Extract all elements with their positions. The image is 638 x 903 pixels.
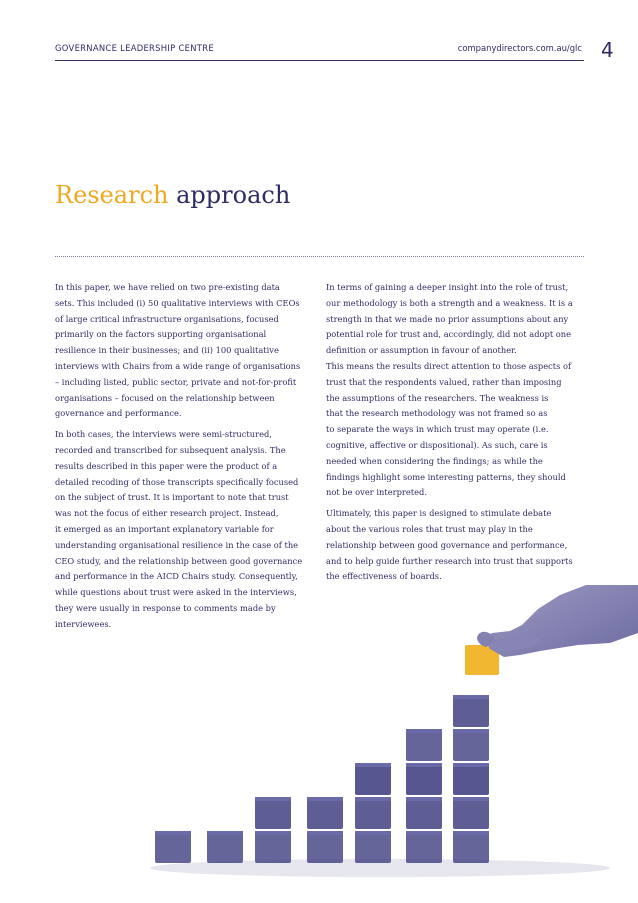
text-line: sets. This included (i) 50 qualitative interviews with CEOs bbox=[55, 297, 300, 308]
stack-block bbox=[453, 763, 489, 795]
text-line: In this paper, we have relied on two pre-existing data bbox=[55, 282, 280, 292]
text-line: trust that the respondents valued, rather than imposing bbox=[326, 376, 562, 387]
stack-block bbox=[355, 763, 391, 795]
stack-block bbox=[355, 797, 391, 829]
text-line: findings highlight some interesting patterns, they should bbox=[326, 471, 566, 482]
header-organisation-name: GOVERNANCE LEADERSHIP CENTRE bbox=[55, 43, 214, 53]
text-line: detailed recoding of those transcripts specifically focused bbox=[55, 476, 299, 487]
stack-block bbox=[406, 763, 442, 795]
header-divider bbox=[55, 60, 584, 61]
text-line: and to help guide further research into trust that supports bbox=[326, 555, 573, 566]
text-line: of large critical infrastructure organisations, focused bbox=[55, 313, 279, 324]
stack-block bbox=[255, 831, 291, 863]
right-text-column bbox=[326, 280, 588, 590]
stack-block bbox=[453, 831, 489, 863]
stack-block-top bbox=[453, 831, 489, 835]
text-line: that the research methodology was not framed so as bbox=[326, 408, 548, 419]
stack-block bbox=[453, 729, 489, 761]
stack-block-top bbox=[207, 831, 243, 835]
page-title-rest: approach bbox=[176, 181, 291, 209]
stack-block-top bbox=[255, 797, 291, 801]
text-line: resilience in their businesses; and (ii) 100 qualitative bbox=[55, 345, 279, 356]
stack-block-top bbox=[453, 695, 489, 699]
stack-block bbox=[307, 831, 343, 863]
text-line: This means the results direct attention to those aspects of bbox=[326, 360, 572, 371]
text-line: interviews with Chairs from a wide range of organisations bbox=[55, 360, 301, 371]
text-line: – including listed, public sector, private and not-for-profit bbox=[55, 376, 297, 387]
text-line: results described in this paper were the product of a bbox=[55, 460, 278, 471]
stack-block-top bbox=[453, 729, 489, 733]
text-line: potential role for trust and, accordingly, did not adopt one bbox=[326, 329, 572, 340]
stack-block bbox=[406, 831, 442, 863]
stack-block bbox=[207, 831, 243, 863]
text-line: organisations – focused on the relationship between bbox=[55, 392, 275, 403]
stack-block-top bbox=[406, 763, 442, 767]
text-line: needed when considering the findings; as while the bbox=[326, 455, 543, 466]
stack-block-top bbox=[453, 797, 489, 801]
text-line: CEO study, and the relationship between good governance bbox=[55, 555, 303, 566]
stack-block bbox=[453, 695, 489, 727]
stack-block-top bbox=[355, 797, 391, 801]
text-line: governance and performance. bbox=[55, 408, 182, 419]
text-line: it emerged as an important explanatory variable for bbox=[55, 523, 274, 534]
stack-block bbox=[453, 797, 489, 829]
left-text-column bbox=[55, 280, 315, 638]
text-line: not be over interpreted. bbox=[326, 487, 427, 498]
paragraph bbox=[326, 280, 588, 501]
page-title bbox=[55, 180, 290, 210]
text-line: and performance in the AICD Chairs study. Consequently, bbox=[55, 571, 298, 582]
text-line: primarily on the factors supporting organisational bbox=[55, 329, 267, 340]
text-line: interviewees. bbox=[55, 618, 112, 629]
stacked-blocks-illustration bbox=[140, 585, 638, 903]
text-line: about the various roles that trust may play in the bbox=[326, 523, 533, 534]
stack-block bbox=[406, 797, 442, 829]
stack-block-top bbox=[155, 831, 191, 835]
page-title-accent: Research bbox=[55, 181, 169, 209]
text-line: the assumptions of the researchers. The weakness is bbox=[326, 392, 549, 403]
section-divider bbox=[55, 256, 584, 257]
text-line: In both cases, the interviews were semi-structured, bbox=[55, 429, 272, 440]
text-line: Ultimately, this paper is designed to stimulate debate bbox=[326, 508, 552, 519]
text-line: was not the focus of either research project. Instead, bbox=[55, 508, 279, 519]
text-line: cognitive, affective or dispositional). As such, care is bbox=[326, 439, 548, 450]
text-line: strength in that we made no prior assumptions about any bbox=[326, 313, 569, 324]
text-line: our methodology is both a strength and a weakness. It is a bbox=[326, 297, 573, 308]
stack-block-top bbox=[355, 831, 391, 835]
stack-block-top bbox=[355, 763, 391, 767]
text-line: to separate the ways in which trust may operate (i.e. bbox=[326, 424, 549, 435]
text-line: relationship between good governance and performance, bbox=[326, 539, 568, 550]
stack-block-top bbox=[255, 831, 291, 835]
stack-block-top bbox=[307, 797, 343, 801]
header-website-url[interactable]: companydirectors.com.au/glc bbox=[457, 43, 582, 53]
stack-block-top bbox=[453, 763, 489, 767]
text-line: In terms of gaining a deeper insight into the role of trust, bbox=[326, 282, 569, 292]
stack-block-top bbox=[406, 729, 442, 733]
paragraph bbox=[326, 506, 588, 585]
text-line: definition or assumption in favour of another. bbox=[326, 345, 517, 356]
stack-block bbox=[307, 797, 343, 829]
stack-block bbox=[406, 729, 442, 761]
stack-block-top bbox=[406, 797, 442, 801]
hand-icon bbox=[477, 585, 638, 657]
text-line: recorded and transcribed for subsequent analysis. The bbox=[55, 444, 286, 455]
paragraph bbox=[55, 280, 315, 422]
text-line: the effectiveness of boards. bbox=[326, 571, 442, 582]
stack-block bbox=[255, 797, 291, 829]
stack-block-top bbox=[307, 831, 343, 835]
block-stacks bbox=[155, 645, 499, 863]
text-line: understanding organisational resilience in the case of the bbox=[55, 539, 299, 550]
stack-block-top bbox=[406, 831, 442, 835]
page-number: 4 bbox=[601, 38, 614, 62]
stack-block bbox=[355, 831, 391, 863]
text-line: they were usually in response to comments made by bbox=[55, 602, 276, 613]
text-line: while questions about trust were asked in the interviews, bbox=[55, 587, 297, 598]
stack-block bbox=[155, 831, 191, 863]
text-line: on the subject of trust. It is important to note that trust bbox=[55, 492, 289, 503]
